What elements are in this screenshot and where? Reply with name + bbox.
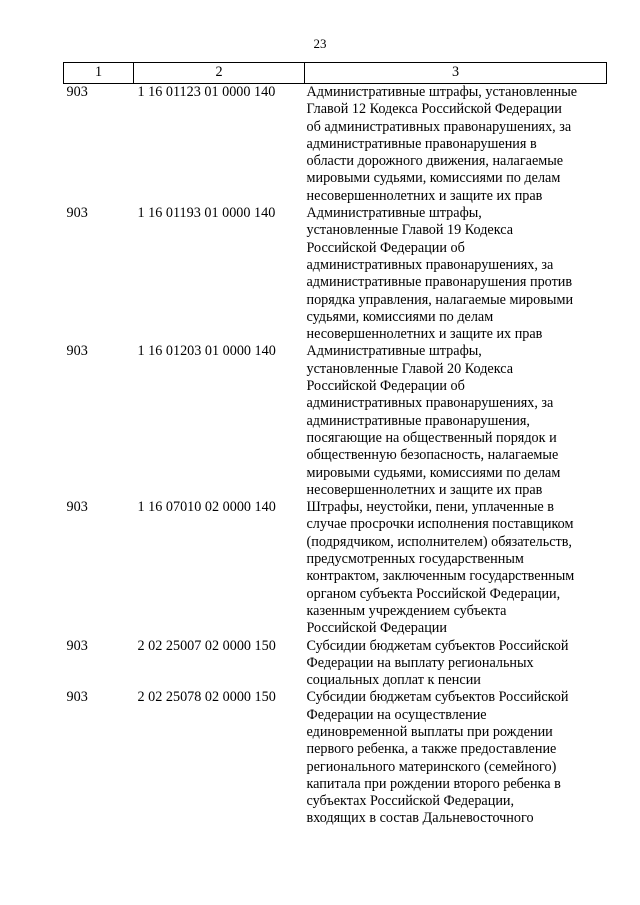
revenue-name-line: мировыми судьями, комиссиями по делам: [306, 170, 561, 187]
revenue-name-line: административных правонарушениях, за: [306, 395, 554, 412]
revenue-name-line: Главой 12 Кодекса Российской Федерации: [306, 101, 562, 118]
revenue-name-line: входящих в состав Дальневосточного: [306, 810, 534, 827]
table-row: [64, 84, 607, 206]
revenue-name-line: Российской Федерации: [306, 620, 447, 637]
revenue-name-line: Субсидии бюджетам субъектов Российской: [306, 689, 569, 706]
column-header-2: 2: [134, 63, 305, 84]
budget-code-cell: 1 16 01193 01 0000 140: [137, 205, 276, 222]
revenue-name-line: случае просрочки исполнения поставщиком: [306, 516, 574, 533]
revenue-name-line: установленные Главой 19 Кодекса: [306, 222, 514, 239]
page-number: 23: [313, 36, 327, 51]
revenue-name-line: первого ребенка, а также предоставление: [306, 741, 557, 758]
admin-code-cell: 903: [66, 689, 88, 706]
table-row: [64, 499, 607, 637]
revenue-name-line: Административные штрафы, установленные: [306, 84, 578, 100]
budget-code-cell: 1 16 07010 02 0000 140: [137, 499, 276, 516]
revenue-name-cell: [305, 689, 607, 827]
table-body: [64, 84, 607, 828]
revenue-name-line: области дорожного движения, налагаемые: [306, 153, 564, 170]
revenue-name-line: посягающие на общественный порядок и: [306, 429, 557, 446]
revenue-name-line: единовременной выплаты при рождении: [306, 723, 553, 740]
revenue-codes-table: [63, 62, 607, 828]
revenue-name-line: контрактом, заключенным государственным: [306, 568, 575, 585]
admin-code-cell: 903: [66, 205, 88, 222]
revenue-name-line: Федерации на осуществление: [306, 706, 487, 723]
table-row: [64, 689, 607, 827]
revenue-name-line: установленные Главой 20 Кодекса: [306, 360, 514, 377]
table-row: [64, 638, 607, 690]
revenue-name-line: Российской Федерации об: [306, 239, 465, 256]
revenue-name-line: административных правонарушениях, за: [306, 256, 554, 273]
budget-code-cell: 2 02 25078 02 0000 150: [137, 689, 276, 706]
revenue-name-cell: [305, 84, 607, 206]
revenue-name-line: Субсидии бюджетам субъектов Российской: [306, 637, 569, 654]
revenue-name-line: Штрафы, неустойки, пени, уплаченные в: [306, 499, 554, 516]
revenue-name-line: несовершеннолетних и защите их прав: [306, 187, 543, 204]
revenue-name-line: органом субъекта Российской Федерации,: [306, 585, 561, 602]
revenue-name-cell: [305, 638, 607, 690]
revenue-name-line: Административные штрафы,: [306, 205, 482, 222]
budget-code-cell: 1 16 01203 01 0000 140: [137, 343, 276, 360]
column-header-1: 1: [64, 63, 134, 84]
revenue-name-line: (подрядчиком, исполнителем) обязательств,: [306, 533, 572, 550]
revenue-name-line: субъектах Российской Федерации,: [306, 793, 515, 810]
revenue-name-cell: [305, 343, 607, 499]
table-header-row: [64, 63, 607, 84]
revenue-name-cell: [305, 205, 607, 343]
revenue-name-line: предусмотренных государственным: [306, 551, 524, 568]
revenue-name-line: Административные штрафы,: [306, 343, 482, 360]
table-row: [64, 343, 607, 499]
admin-code-cell: 903: [66, 84, 88, 100]
admin-code-cell: 903: [66, 343, 88, 360]
revenue-name-line: Федерации на выплату региональных: [306, 654, 534, 671]
admin-code-cell: 903: [66, 637, 88, 654]
budget-code-cell: 2 02 25007 02 0000 150: [137, 637, 276, 654]
budget-code-cell: 1 16 01123 01 0000 140: [137, 84, 276, 100]
revenue-name-line: общественную безопасность, налагаемые: [306, 447, 559, 464]
column-header-3: 3: [305, 63, 607, 84]
revenue-name-line: мировыми судьями, комиссиями по делам: [306, 464, 561, 481]
revenue-name-line: об административных правонарушениях, за: [306, 118, 572, 135]
revenue-name-line: регионального материнского (семейного): [306, 758, 557, 775]
admin-code-cell: 903: [66, 499, 88, 516]
revenue-name-line: судьями, комиссиями по делам: [306, 308, 494, 325]
revenue-name-line: административные правонарушения в: [306, 135, 537, 152]
revenue-name-line: Российской Федерации об: [306, 378, 465, 395]
revenue-name-line: административные правонарушения против: [306, 274, 573, 291]
revenue-name-line: несовершеннолетних и защите их прав: [306, 326, 543, 343]
revenue-name-line: социальных доплат к пенсии: [306, 672, 481, 689]
revenue-name-line: капитала при рождении второго ребенка в: [306, 775, 561, 792]
table-row: [64, 205, 607, 343]
revenue-name-line: несовершеннолетних и защите их прав: [306, 481, 543, 498]
revenue-name-cell: [305, 499, 607, 637]
revenue-name-line: административные правонарушения,: [306, 412, 530, 429]
revenue-name-line: казенным учреждением субъекта: [306, 602, 507, 619]
revenue-name-line: порядка управления, налагаемые мировыми: [306, 291, 574, 308]
